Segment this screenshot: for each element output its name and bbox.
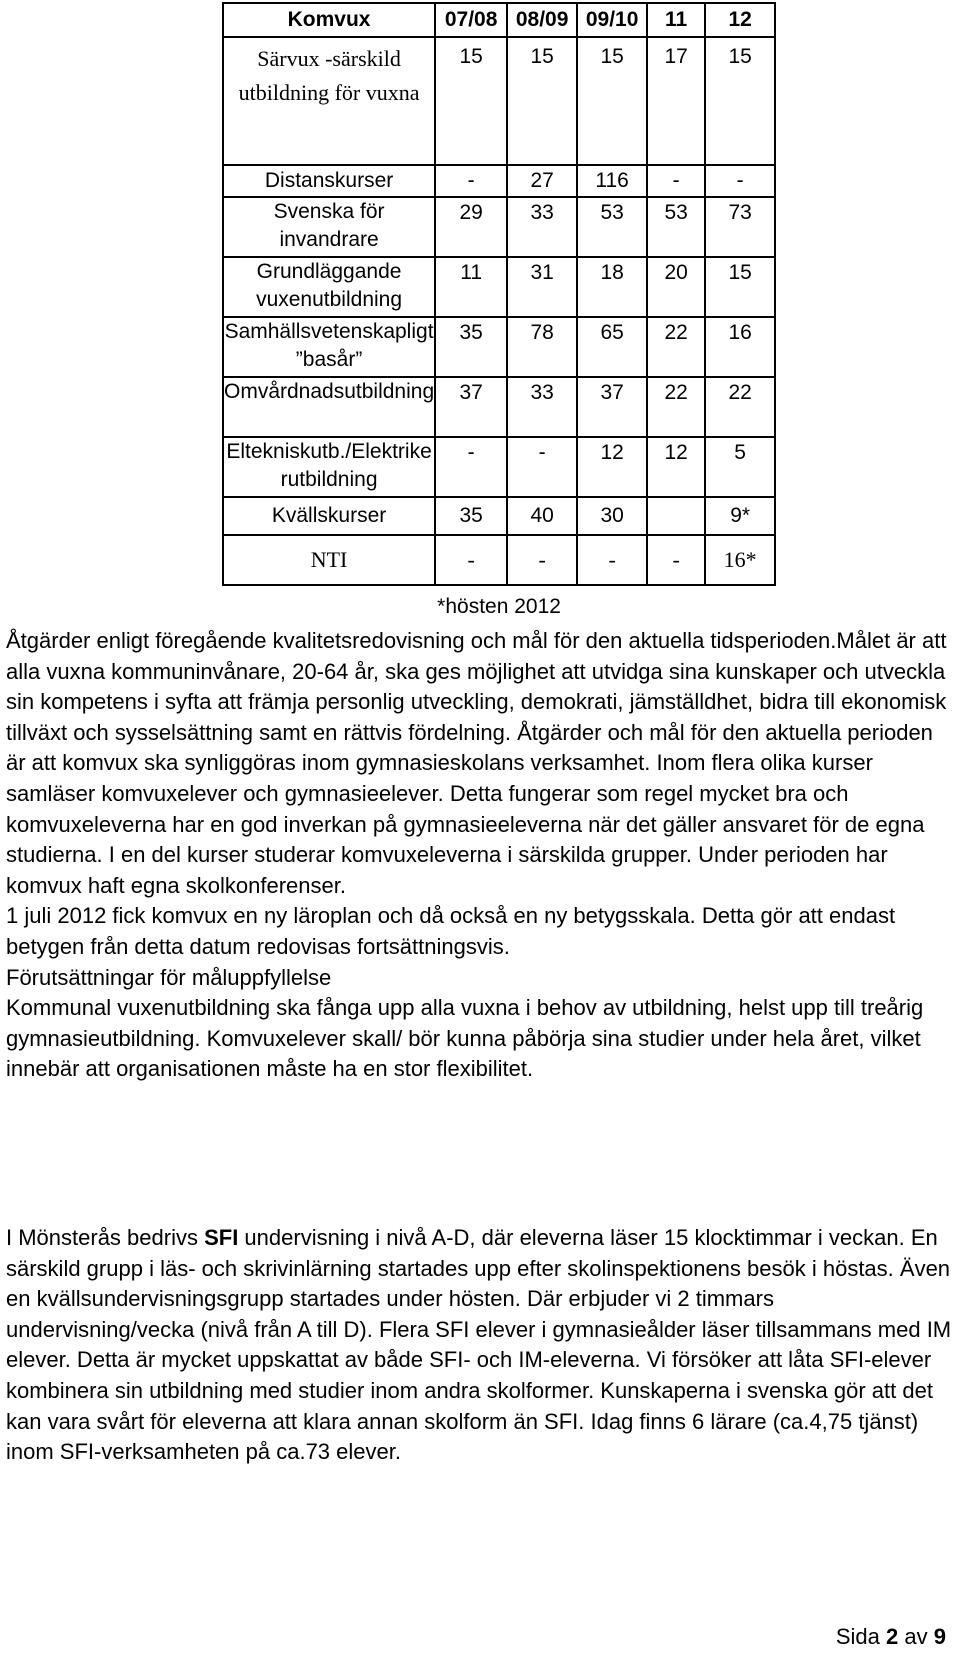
table-cell: 11 bbox=[435, 257, 507, 317]
row-label: Grundläggande vuxenutbildning bbox=[223, 257, 435, 317]
table-cell: 16 bbox=[705, 317, 775, 377]
sfi-text-post: undervisning i nivå A-D, där eleverna läser 15 klocktimmar i veckan. En särskild grupp i läs- och skrivinlärning startades upp efter skolinspektionens besök i höstas. Även en kvällsundervisningsgrupp startades under hösten. Där erbjuder vi 2 timmars undervisning/vecka (nivå från A till D). Flera SFI elever i gymnasieålder läser tillsammans med IM elever. Detta är mycket uppskattat av både SFI- och IM-eleverna. Vi försöker att låta SFI-elever kombinera sin utbildning med studier inom andra skolformer. Kunskaperna i svenska gör att det kan vara svårt för eleverna att klara annan skolform än SFI. Idag finns 6 lärare (ca.4,75 tjänst) inom SFI-verksamheten på ca.73 elever. bbox=[6, 1225, 952, 1465]
row-label: Eltekniskutb./Elektrikerutbildning bbox=[223, 437, 435, 497]
table-cell: 33 bbox=[507, 377, 577, 437]
table-cell: - bbox=[705, 165, 775, 197]
table-cell: 15 bbox=[705, 37, 775, 165]
row-label: Distanskurser bbox=[223, 165, 435, 197]
table-footnote: *hösten 2012 bbox=[223, 585, 775, 628]
statistics-table bbox=[222, 2, 776, 628]
table-cell: 37 bbox=[577, 377, 647, 437]
curriculum-text: 1 juli 2012 fick komvux en ny läroplan och då också en ny betygsskala. Detta gör att endast betygen från detta datum redovisas fortsättningsvis. bbox=[6, 903, 896, 959]
table-row bbox=[223, 257, 775, 317]
table-cell: 37 bbox=[435, 377, 507, 437]
table-cell: 22 bbox=[705, 377, 775, 437]
table-cell: 12 bbox=[577, 437, 647, 497]
table-header-row bbox=[223, 3, 775, 37]
table-row bbox=[223, 37, 775, 165]
table-cell: 33 bbox=[507, 197, 577, 257]
table-cell: 31 bbox=[507, 257, 577, 317]
table-note-row bbox=[223, 585, 775, 628]
row-label: NTI bbox=[223, 535, 435, 585]
table-cell: 15 bbox=[577, 37, 647, 165]
row-label: Kvällskurser bbox=[223, 497, 435, 535]
table-cell: 29 bbox=[435, 197, 507, 257]
table-cell: 27 bbox=[507, 165, 577, 197]
table-cell: 20 bbox=[647, 257, 705, 317]
header-cell: Komvux bbox=[223, 3, 435, 37]
header-cell: 12 bbox=[705, 3, 775, 37]
table-cell: 17 bbox=[647, 37, 705, 165]
table-row bbox=[223, 497, 775, 535]
table-cell: 9* bbox=[705, 497, 775, 535]
page-label-mid: av bbox=[898, 1624, 934, 1649]
section-sfi bbox=[6, 1223, 954, 1468]
table-cell: 18 bbox=[577, 257, 647, 317]
table-cell: 15 bbox=[705, 257, 775, 317]
header-cell: 11 bbox=[647, 3, 705, 37]
table-row bbox=[223, 535, 775, 585]
section-quality-goals bbox=[6, 626, 954, 1085]
table-row bbox=[223, 377, 775, 437]
header-cell: 09/10 bbox=[577, 3, 647, 37]
table-cell: 12 bbox=[647, 437, 705, 497]
table-cell: - bbox=[435, 535, 507, 585]
table-cell: 15 bbox=[507, 37, 577, 165]
table-cell: 16* bbox=[705, 535, 775, 585]
table-cell: - bbox=[435, 437, 507, 497]
table-cell: 65 bbox=[577, 317, 647, 377]
table-cell: 35 bbox=[435, 497, 507, 535]
table-cell: - bbox=[577, 535, 647, 585]
table-cell: 35 bbox=[435, 317, 507, 377]
table-cell: - bbox=[647, 165, 705, 197]
page-number bbox=[836, 1624, 946, 1650]
row-label: Särvux -särskild utbildning för vuxna bbox=[223, 37, 435, 165]
table-row bbox=[223, 197, 775, 257]
table-cell: - bbox=[507, 437, 577, 497]
sfi-text-pre: I Mönsterås bedrivs bbox=[6, 1225, 205, 1250]
table-cell: - bbox=[647, 535, 705, 585]
section-text: Målet är att alla vuxna kommuninvånare, 20-64 år, ska ges möjlighet att utvidga sina kunskaper och utveckla sin kompetens i syfta att främja personlig utveckling, demokrati, jämställdhet, bidra till ekonomisk tillväxt och sysselsättning samt en rättvis fördelning. Åtgärder och mål för den aktuella perioden är att komvux ska synliggöras inom gymnasieskolans verksamhet. Inom flera olika kurser samläser komvuxelever och gymnasieelever. Detta fungerar som regel mycket bra och komvuxeleverna har en god inverkan på gymnasieeleverna när det gäller ansvaret för de egna studierna. I en del kurser studerar komvuxeleverna i särskilda grupper. Under perioden har komvux haft egna skolkonferenser. bbox=[6, 628, 947, 898]
page-label-pre: Sida bbox=[835, 1624, 887, 1649]
row-label: Samhällsvetenskapligt ”basår” bbox=[223, 317, 435, 377]
adult-education-text: Kommunal vuxenutbildning ska fånga upp alla vuxna i behov av utbildning, helst upp till treårig gymnasieutbildning. Komvuxelever skall/ bör kunna påbörja sina studier under hela året, vilket innebär att organisationen måste ha en stor flexibilitet. bbox=[6, 995, 924, 1082]
sfi-bold: SFI bbox=[204, 1225, 239, 1250]
table-cell: 116 bbox=[577, 165, 647, 197]
table-row bbox=[223, 317, 775, 377]
subheading: Förutsättningar för måluppfyllelse bbox=[6, 964, 332, 990]
section-lead: Åtgärder enligt föregående kvalitetsredovisning och mål för den aktuella tidsperioden. bbox=[6, 628, 837, 653]
table-cell: - bbox=[435, 165, 507, 197]
table-cell: - bbox=[507, 535, 577, 585]
table-cell: 30 bbox=[577, 497, 647, 535]
table-cell bbox=[647, 497, 705, 535]
table-cell: 40 bbox=[507, 497, 577, 535]
table-cell: 78 bbox=[507, 317, 577, 377]
row-label: Omvårdnadsutbildning bbox=[223, 377, 435, 437]
table-row bbox=[223, 437, 775, 497]
table-row bbox=[223, 165, 775, 197]
table-cell: 53 bbox=[577, 197, 647, 257]
row-label: Svenska för invandrare bbox=[223, 197, 435, 257]
header-cell: 08/09 bbox=[507, 3, 577, 37]
table-cell: 22 bbox=[647, 377, 705, 437]
table-cell: 22 bbox=[647, 317, 705, 377]
table-cell: 73 bbox=[705, 197, 775, 257]
current-page: 2 bbox=[886, 1624, 899, 1649]
table-cell: 5 bbox=[705, 437, 775, 497]
header-cell: 07/08 bbox=[435, 3, 507, 37]
total-pages: 9 bbox=[933, 1624, 946, 1649]
table-cell: 15 bbox=[435, 37, 507, 165]
table-cell: 53 bbox=[647, 197, 705, 257]
